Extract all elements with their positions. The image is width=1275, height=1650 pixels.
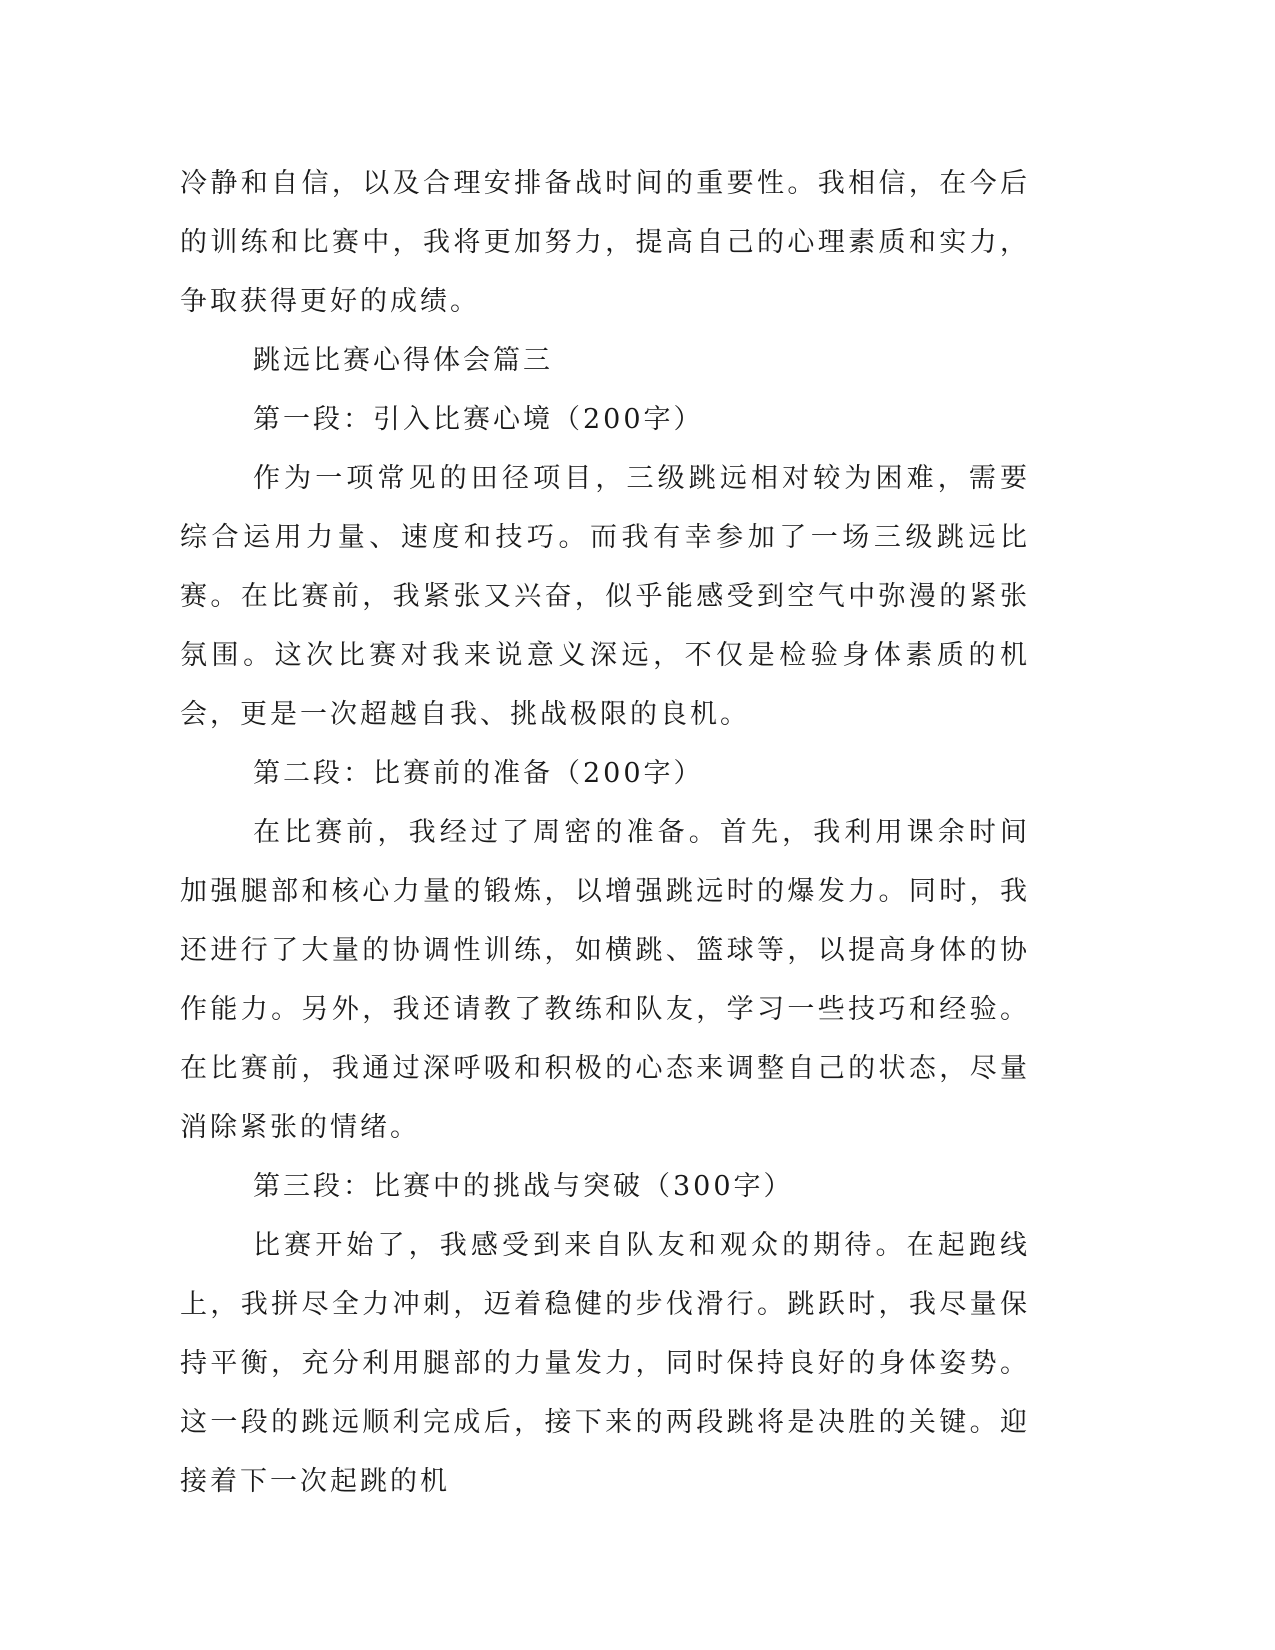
paragraph-continuation: 冷静和自信，以及合理安排备战时间的重要性。我相信，在今后的训练和比赛中，我将更加努力，提高自己的心理素质和实力，争取获得更好的成绩。 xyxy=(180,168,1030,317)
paragraph-2: 在比赛前，我经过了周密的准备。首先，我利用课余时间加强腿部和核心力量的锻炼，以增强跳远时的爆发力。同时，我还进行了大量的协调性训练，如横跳、篮球等，以提高身体的协作能力。另外，我还请教了教练和队友，学习一些技巧和经验。在比赛前，我通过深呼吸和积极的心态来调整自己的状态，尽量消除紧张的情绪。 xyxy=(180,817,1030,1143)
paragraph-1: 作为一项常见的田径项目，三级跳远相对较为困难，需要综合运用力量、速度和技巧。而我有幸参加了一场三级跳远比赛。在比赛前，我紧张又兴奋，似乎能感受到空气中弥漫的紧张氛围。这次比赛对我来说意义深远，不仅是检验身体素质的机会，更是一次超越自我、挑战极限的良机。 xyxy=(180,463,1030,730)
document-body xyxy=(180,154,1030,1511)
subsection-heading-2: 第二段：比赛前的准备（200字） xyxy=(253,758,704,789)
subsection-heading-3: 第三段：比赛中的挑战与突破（300字） xyxy=(253,1171,794,1202)
section-heading: 跳远比赛心得体会篇三 xyxy=(253,345,553,376)
subsection-heading-1: 第一段：引入比赛心境（200字） xyxy=(253,404,704,435)
paragraph-3: 比赛开始了，我感受到来自队友和观众的期待。在起跑线上，我拼尽全力冲刺，迈着稳健的步伐滑行。跳跃时，我尽量保持平衡，充分利用腿部的力量发力，同时保持良好的身体姿势。这一段的跳远顺利完成后，接下来的两段跳将是决胜的关键。迎接着下一次起跳的机 xyxy=(180,1230,1030,1497)
